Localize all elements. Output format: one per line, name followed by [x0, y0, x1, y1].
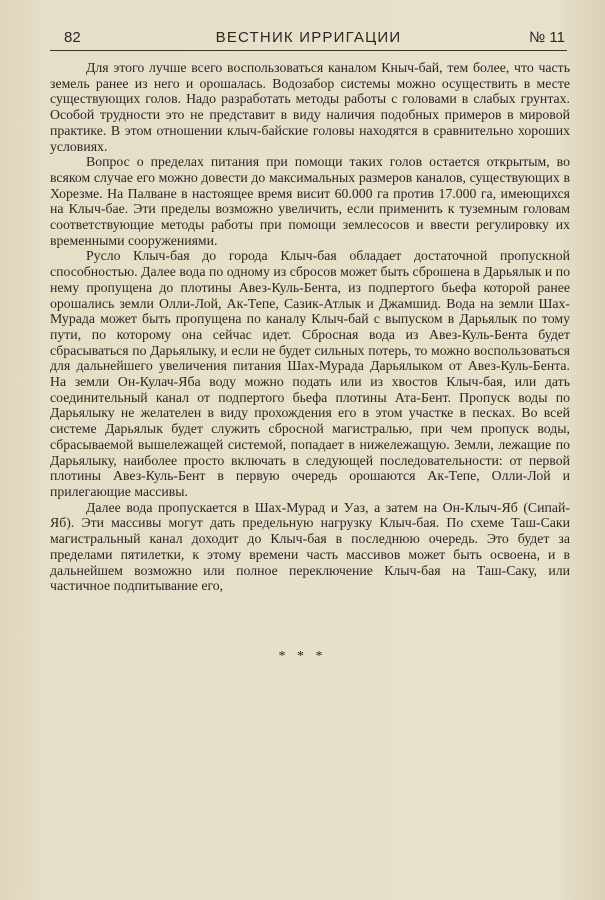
paragraph: Русло Клыч-бая до города Клыч-бая обладает достаточной пропускной способностью. Далее вода по одному из сбросов может быть сброшена в Дарьялык и по нему пропущена до плотины Авез-Куль-Бента, из подпертого бьефа которой ранее орошались земли Олли-Лой, Ак-Тепе, Сазик-Атлык и Джамшид. Вода на земли Шах-Мурада может быть пропущена по каналу Клыч-бай с выпуском в Дарьялык по тому пути, по которому она сейчас идет. Сбросная вода из Авез-Куль-Бента будет сбрасываться по Дарьялыку, и если не будет сильных потерь, то можно воспользоваться для дальнейшего увеличения питания Шах-Мурада Дарьялыком от Авез-Куль-Бента. На земли Он-Кулач-Яба воду можно подать или из хвостов Клыч-бая, или дать соединительный канал от подпертого бьефа плотины Ата-Бент. Пропуск воды по Дарьялыку не желателен в виду прохождения его в этом участке в песках. Во всей системе Дарьялык будет служить сбросной магистралью, при чем пропуск воды, сбрасываемой вышележащей системой, попадает в нижележащую. Земли, лежащие по Дарьялыку, наиболее просто включать в следующей последовательности: от первой плотины Авез-Куль-Бент в первую очередь орошаются Ак-Тепе, Олли-Лой и прилегающие массивы. [50, 248, 570, 499]
paragraph: Вопрос о пределах питания при помощи таких голов остается открытым, во всяком случае его можно довести до максимальных размеров каналов, существующих в Хорезме. На Палване в настоящее время висит 60.000 га против 17.000 га, имеющихся на Клыч-бае. Эти пределы возможно увеличить, если применить к туземным головам соответствующие методы работы при помощи землесосов и ввести регулировку их временными сооружениями. [50, 154, 570, 248]
journal-title: ВЕСТНИК ИРРИГАЦИИ [215, 29, 402, 46]
issue-number: № 11 [529, 29, 565, 46]
running-header [50, 22, 567, 51]
page-number: 82 [64, 29, 81, 46]
paragraph: Далее вода пропускается в Шах-Мурад и Уаз, а затем на Он-Клыч-Яб (Сипай-Яб). Эти массивы могут дать предельную нагрузку Клыч-бая. По схеме Таш-Саки магистральный канал доходит до Клыч-бая в последнюю очередь. Это будет за пределами пятилетки, к этому времени часть массивов может быть освоена, и в дальнейшем возможно или полное переключение Клыч-бая на Таш-Саку, или частичное подпитывание его, [50, 499, 570, 594]
article-body [50, 60, 570, 594]
paragraph: Для этого лучше всего воспользоваться каналом Кныч-бай, тем более, что часть земель ранее из него и орошалась. Водозабор системы можно осуществить в месте существующих голов. Надо разработать методы работы с головами в слабых грунтах. Особой трудности это не представит в виду наличия подобных примеров в мировой практике. В этом отношении клыч-байские головы находятся в сравнительно хороших условиях. [50, 60, 570, 154]
section-separator: * * * [278, 649, 327, 664]
